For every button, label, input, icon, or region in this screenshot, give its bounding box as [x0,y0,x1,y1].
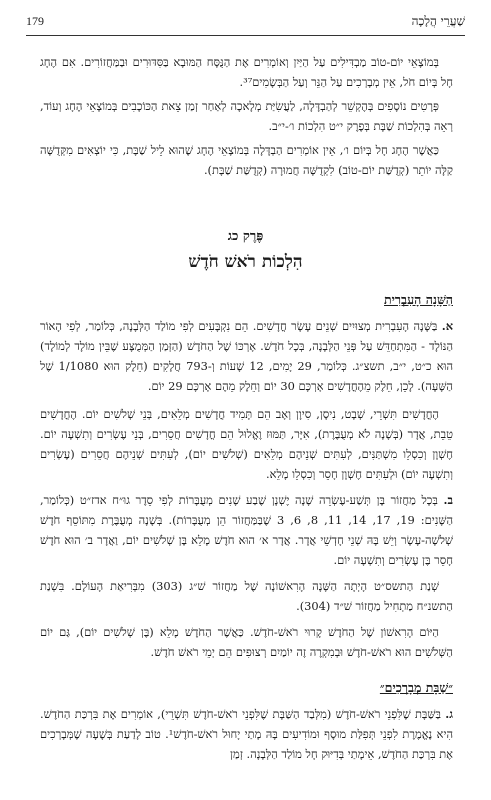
chapter-title: הִלְכוֹת רֹאשׁ חֹדֶשׁ [188,252,303,272]
chapter-number: פֶּרֶק כג [227,229,264,244]
section-heading: הַשָּׁנָה הָעִבְרִית [384,292,453,307]
paragraph-label-g: ג. [445,707,453,721]
paragraph-a [40,316,453,396]
paragraph-g [40,704,453,764]
paragraph-havdalah-wine: בְּמוֹצָאֵי יוֹם-טוֹב מַבְדִּילִים עַל הַיַּיִן וְאוֹמְרִים אֶת הַנֻּסָּח הַמּוּבָא בַּסִּדּוּרִים וּבַמַּחֲזוֹרִים. אִם הֶחָג חָל בְּיוֹם חֹל, אֵין מְבָרְכִים עַל הַנֵּר וְעַל הַבְּשָׂמִים³⁷. [40,55,453,89]
section-hebrew-year [40,290,453,662]
section-heading: ״שַׁבָּת מְבָרְכִים״ [379,680,453,695]
paragraph-holiday-friday: כַּאֲשֶׁר הֶחָג חָל בְּיוֹם ו׳, אֵין אוֹמְרִים הַבְדָּלָה בְּמוֹצָאֵי הֶחָג שֶׁהוּא לֵיל שַׁבָּת, כִּי יוֹצְאִים מִקְּדֻשָּׁה קַלָּה יוֹתֵר (קְדֻשַּׁת יוֹם-טוֹב) לִקְדֻשָּׁה חֲמוּרָה (קְדֻשַּׁת שַׁבָּת). [40,143,453,177]
page-header [26,14,465,32]
top-paragraphs [40,52,453,180]
paragraph-b [40,490,453,570]
paragraph-rosh-chodesh-day: הַיּוֹם הָרִאשׁוֹן שֶׁל הַחֹדֶשׁ קָרוּי רֹאשׁ-חֹדֶשׁ. כַּאֲשֶׁר הַחֹדֶשׁ מָלֵא (בֶּן שְׁלֹשִׁים יוֹם), גַּם יוֹם הַשְּׁלֹשִׁים הוּא רֹאשׁ-חֹדֶשׁ וּבְמִקְרֶה זֶה יוֹמַיִם רְצוּפִים הֵם יְמֵי רֹאשׁ חֹדֶשׁ. [40,625,453,659]
page-number: 179 [26,14,44,28]
running-title: שַׁעֲרֵי הֲלָכָה [411,14,465,28]
section-shabbat-mevarchim [40,678,453,764]
paragraph-havdalah-details: פְּרָטִים נוֹסָפִים בְּהֶקְשֵׁר לְהַבְדָּלָה, לַעֲשִׂיַּת מְלָאכָה לְאַחַר זְמַן צֵאת הַכּוֹכָבִים בְּמוֹצָאֵי הֶחָג וְעוֹד, רְאֵה בְּהִלְכוֹת שַׁבָּת בְּפֶרֶק י״ט הִלְכוֹת ו׳-י״ב. [40,99,453,133]
paragraph-label-a: א. [441,319,454,333]
paragraph-a-text: בַּשָּׁנָה הָעִבְרִית מְצוּיִים שְׁנֵים עָשָׂר חֳדָשִׁים. הֵם נִקְבָּעִים לְפִי מוֹלַד הַלְּבָנָה, כְּלוֹמַר, לְפִי הָאוֹר הַנּוֹלָד - הַמִּתְחַדֵּשׁ עַל פְּנֵי הַלְּבָנָה, בְּכָל חֹדֶשׁ. אָרְכּוֹ שֶׁל הַחֹדֶשׁ (הַזְּמַן הַמְּמֻצָּע שֶׁבֵּין מוֹלָד לְמוֹלָד) הוּא כ״ט, י״ב, תשצ״ג. כְּלוֹמַר, 29 יָמִים, 12 שָׁעוֹת וְ-793 חֲלָקִים (חֵלֶק הוּא 1/1080 שֶׁל הַשָּׁעָה). לָכֵן, חֵלֶק מֵהֶחֳדָשִׁים אָרְכָּם 30 יוֹם וְחֵלֶק מֵהֶם אָרְכָּם 29 יוֹם. [40,319,453,393]
header-rule [26,35,465,36]
paragraph-g-text: בַּשַּׁבָּת שֶׁלִּפְנֵי רֹאשׁ-חֹדֶשׁ (מִלְּבַד הַשַּׁבָּת שֶׁלִּפְנֵי רֹאשׁ-חֹדֶשׁ תִּשְׁרֵי), אוֹמְרִים אֶת בִּרְכַּת הַחֹדֶשׁ. הִיא נֶאֱמֶרֶת לִפְנֵי תְּפִלַּת מוּסָף וּמוֹדִיעִים בָּהּ מָתַי יָחוּל רֹאשׁ-חֹדֶשׁ¹. טוֹב לָדַעַת בְּשָׁעָה שֶׁמְּבָרְכִים אֶת בִּרְכַּת הַחֹדֶשׁ, אֵימָתַי בְּדִיּוּק חָל מוֹלַד הַלְּבָנָה. זְמַן [40,707,453,761]
paragraph-label-b: ב. [443,493,453,507]
paragraph-b-text: בְּכָל מַחֲזוֹר בֶּן תְּשַׁע-עֶשְׂרֵה שָׁנָה יֶשְׁנָן שֶׁבַע שָׁנִים מְעֻבָּרוֹת לְפִי סֵדֶר גוּ״ח אדז״ט (כְּלוֹמַר, הַשָּׁנִים: 19, 17, 14, 11, 8, 6, 3 שֶׁבַּמַּחֲזוֹר הֵן מְעֻבָּרוֹת). בְּשָׁנָה מְעֻבֶּרֶת מִתּוֹסֵף חֹדֶשׁ שְׁלֹשָׁה-עָשָׂר וְיֵשׁ בָּהּ שְׁנֵי חָדְשֵׁי אֲדָר. אֲדָר א׳ הוּא חֹדֶשׁ מָלֵא בֶּן שְׁלֹשִׁים יוֹם, וַאֲדָר ב׳ הוּא חֹדֶשׁ חָסֵר בֶּן עֶשְׂרִים וְתִשְׁעָה יוֹם. [40,493,454,567]
paragraph-cycle-year: שְׁנַת הַתשס״ט הָיְתָה הַשָּׁנָה הָרִאשׁוֹנָה שֶׁל מַחֲזוֹר שׁ״ג (303) מִבְּרִיאַת הָעוֹלָם. בִּשְׁנַת הַתשנ״ח מַתְחִיל מַחֲזוֹר שׁ״ד (304). [40,579,453,613]
paragraph-month-lengths: הֶחֳדָשִׁים תִּשְׁרֵי, שְׁבָט, נִיסָן, סִיוָן וְאָב הֵם תָּמִיד חֳדָשִׁים מְלֵאִים, בְּנֵי שְׁלֹשִׁים יוֹם. הֶחֳדָשִׁים טֵבֵת, אֲדָר (בְּשָׁנָה לֹא מְעֻבֶּרֶת), אִיָּר, תַּמּוּז וֶאֱלוּל הֵם חֳדָשִׁים חֲסֵרִים, בְּנֵי עֶשְׂרִים וְתִשְׁעָה יוֹם. חֶשְׁוָן וְכִסְלֵו מִשְׁתַּנִּים, לְעִתִּים שְׁנֵיהֶם מְלֵאִים (שְׁלֹשִׁים יוֹם), לְעִתִּים שְׁנֵיהֶם חֲסֵרִים (עֶשְׂרִים וְתִשְׁעָה יוֹם) וּלְעִתִּים חֶשְׁוָן חָסֵר וְכִסְלֵו מָלֵא. [40,407,453,481]
